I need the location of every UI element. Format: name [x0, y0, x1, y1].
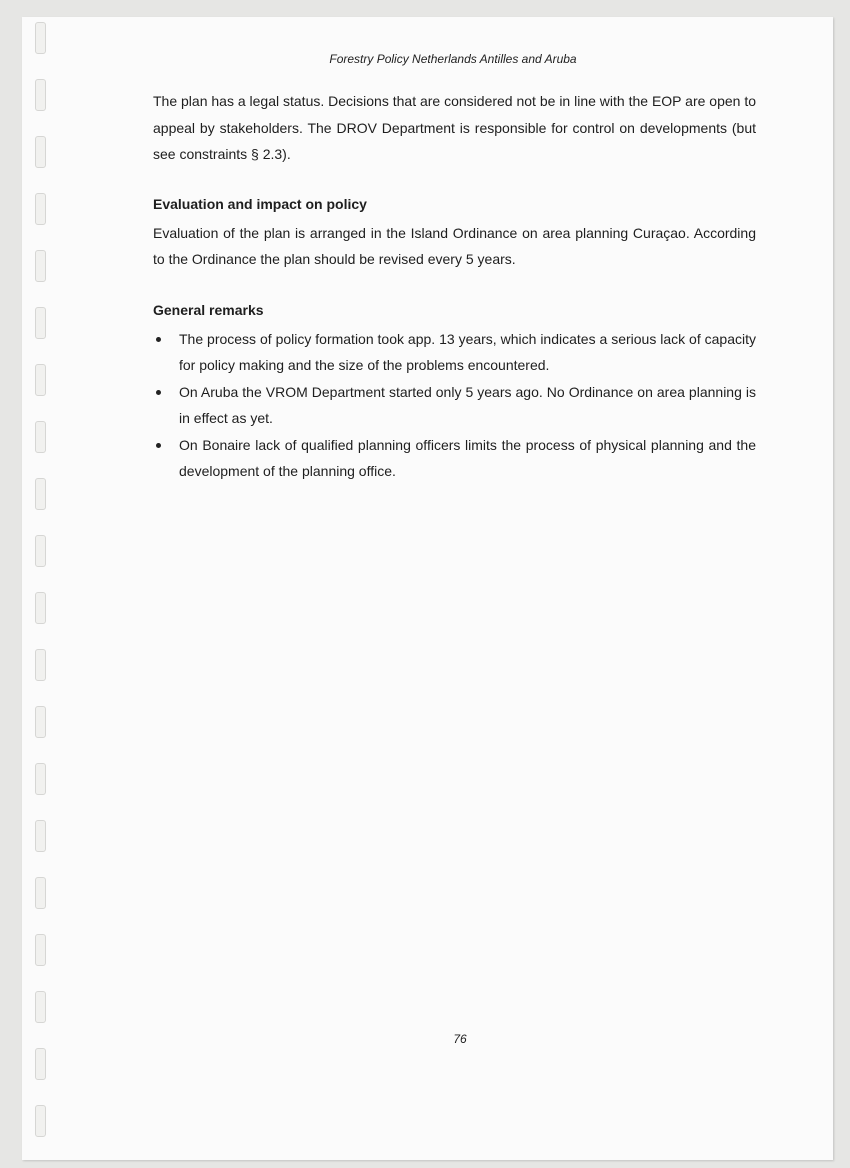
- binding-hole: [35, 22, 46, 54]
- section-heading: Evaluation and impact on policy: [153, 196, 367, 212]
- binding-hole: [35, 1048, 46, 1080]
- binding-hole: [35, 193, 46, 225]
- bullet-icon: [156, 337, 161, 342]
- section-evaluation: [153, 191, 756, 273]
- running-header: Forestry Policy Netherlands Antilles and Aruba: [329, 52, 577, 66]
- list-item-text: The process of policy formation took app. 13 years, which indicates a serious lack of capacity for policy making and the size of the problems encountered.: [179, 330, 756, 373]
- page-sheet: [22, 17, 833, 1160]
- section-heading: General remarks: [153, 302, 264, 318]
- binding-hole: [35, 991, 46, 1023]
- bullet-icon: [156, 390, 161, 395]
- bullet-icon: [156, 443, 161, 448]
- bullet-list: [153, 326, 756, 485]
- binding-hole: [35, 136, 46, 168]
- list-item-text: On Bonaire lack of qualified planning officers limits the process of physical planning and the development of the planning office.: [179, 436, 756, 479]
- section-paragraph: Evaluation of the plan is arranged in the Island Ordinance on area planning Curaçao. According to the Ordinance the plan should be revised every 5 years.: [153, 224, 756, 267]
- binding-hole: [35, 79, 46, 111]
- list-item: [153, 379, 756, 432]
- binding-hole: [35, 421, 46, 453]
- list-item-text: On Aruba the VROM Department started only 5 years ago. No Ordinance on area planning is in effect as yet.: [179, 383, 756, 426]
- binding-hole: [35, 535, 46, 567]
- binding-hole: [35, 877, 46, 909]
- binding-hole: [35, 250, 46, 282]
- binding-hole: [35, 934, 46, 966]
- page-number: 76: [453, 1032, 467, 1046]
- binding-hole: [35, 1105, 46, 1137]
- binding-hole: [35, 364, 46, 396]
- binding-hole: [35, 820, 46, 852]
- binding-hole: [35, 478, 46, 510]
- binding-hole: [35, 763, 46, 795]
- list-item: [153, 326, 756, 379]
- binding-hole: [35, 307, 46, 339]
- binding-hole: [35, 706, 46, 738]
- section-general-remarks: [153, 297, 756, 485]
- list-item: [153, 432, 756, 485]
- intro-paragraph: The plan has a legal status. Decisions that are considered not be in line with the EOP are open to appeal by stakeholders. The DROV Department is responsible for control on developments (but see constraints § 2.3).: [153, 93, 756, 162]
- binding-hole: [35, 592, 46, 624]
- binding-hole: [35, 649, 46, 681]
